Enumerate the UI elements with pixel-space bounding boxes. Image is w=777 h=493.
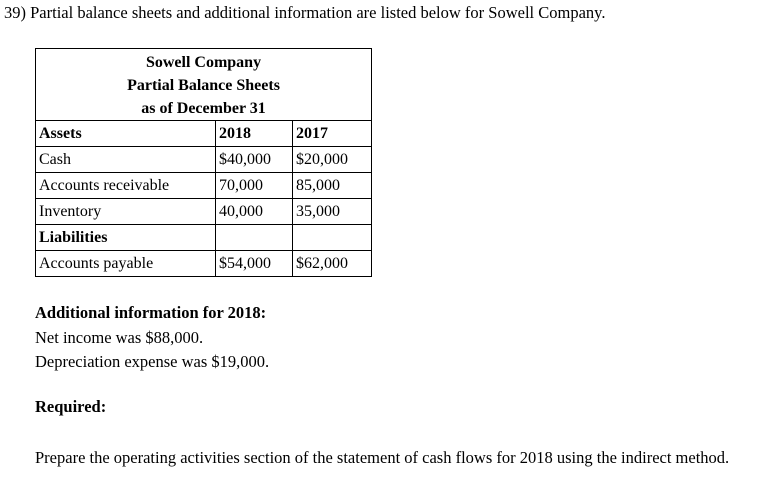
additional-info-line: Depreciation expense was $19,000. [35,352,270,371]
table-row [36,199,372,225]
table-row [36,173,372,199]
additional-info-title: Additional information for 2018: [35,303,267,322]
required-heading: Required: [35,397,107,416]
header-assets: Assets [36,121,216,147]
header-2018: 2018 [216,121,293,147]
table-row [36,147,372,173]
row-label: Cash [36,147,216,173]
balance-sheet-table [35,48,372,277]
sheet-title: Partial Balance Sheets [127,77,280,94]
company-name: Sowell Company [145,54,262,71]
table-row [36,225,372,251]
row-2018: 40,000 [216,199,293,225]
sheet-date: as of December 31 [141,100,266,117]
row-2018: 70,000 [216,173,293,199]
row-2017 [293,225,372,251]
row-2018: $40,000 [216,147,293,173]
row-2017: 85,000 [293,173,372,199]
required-text: Prepare the operating activities section of the statement of cash flows for 2018 using the indirect method. [35,448,730,467]
question-text: 39) Partial balance sheets and additional information are listed below for Sowell Company. [4,3,606,22]
section-liabilities: Liabilities [36,225,216,251]
row-2017: $20,000 [293,147,372,173]
header-2017: 2017 [293,121,372,147]
row-2018: $54,000 [216,251,293,277]
row-label: Accounts receivable [36,173,216,199]
table-heading [36,49,372,121]
row-2018 [216,225,293,251]
table-heading-row [36,49,372,121]
table-header-row [36,121,372,147]
table-row [36,251,372,277]
additional-info [35,301,269,375]
row-label: Inventory [36,199,216,225]
row-label: Accounts payable [36,251,216,277]
row-2017: 35,000 [293,199,372,225]
additional-info-line: Net income was $88,000. [35,327,204,347]
row-2017: $62,000 [293,251,372,277]
